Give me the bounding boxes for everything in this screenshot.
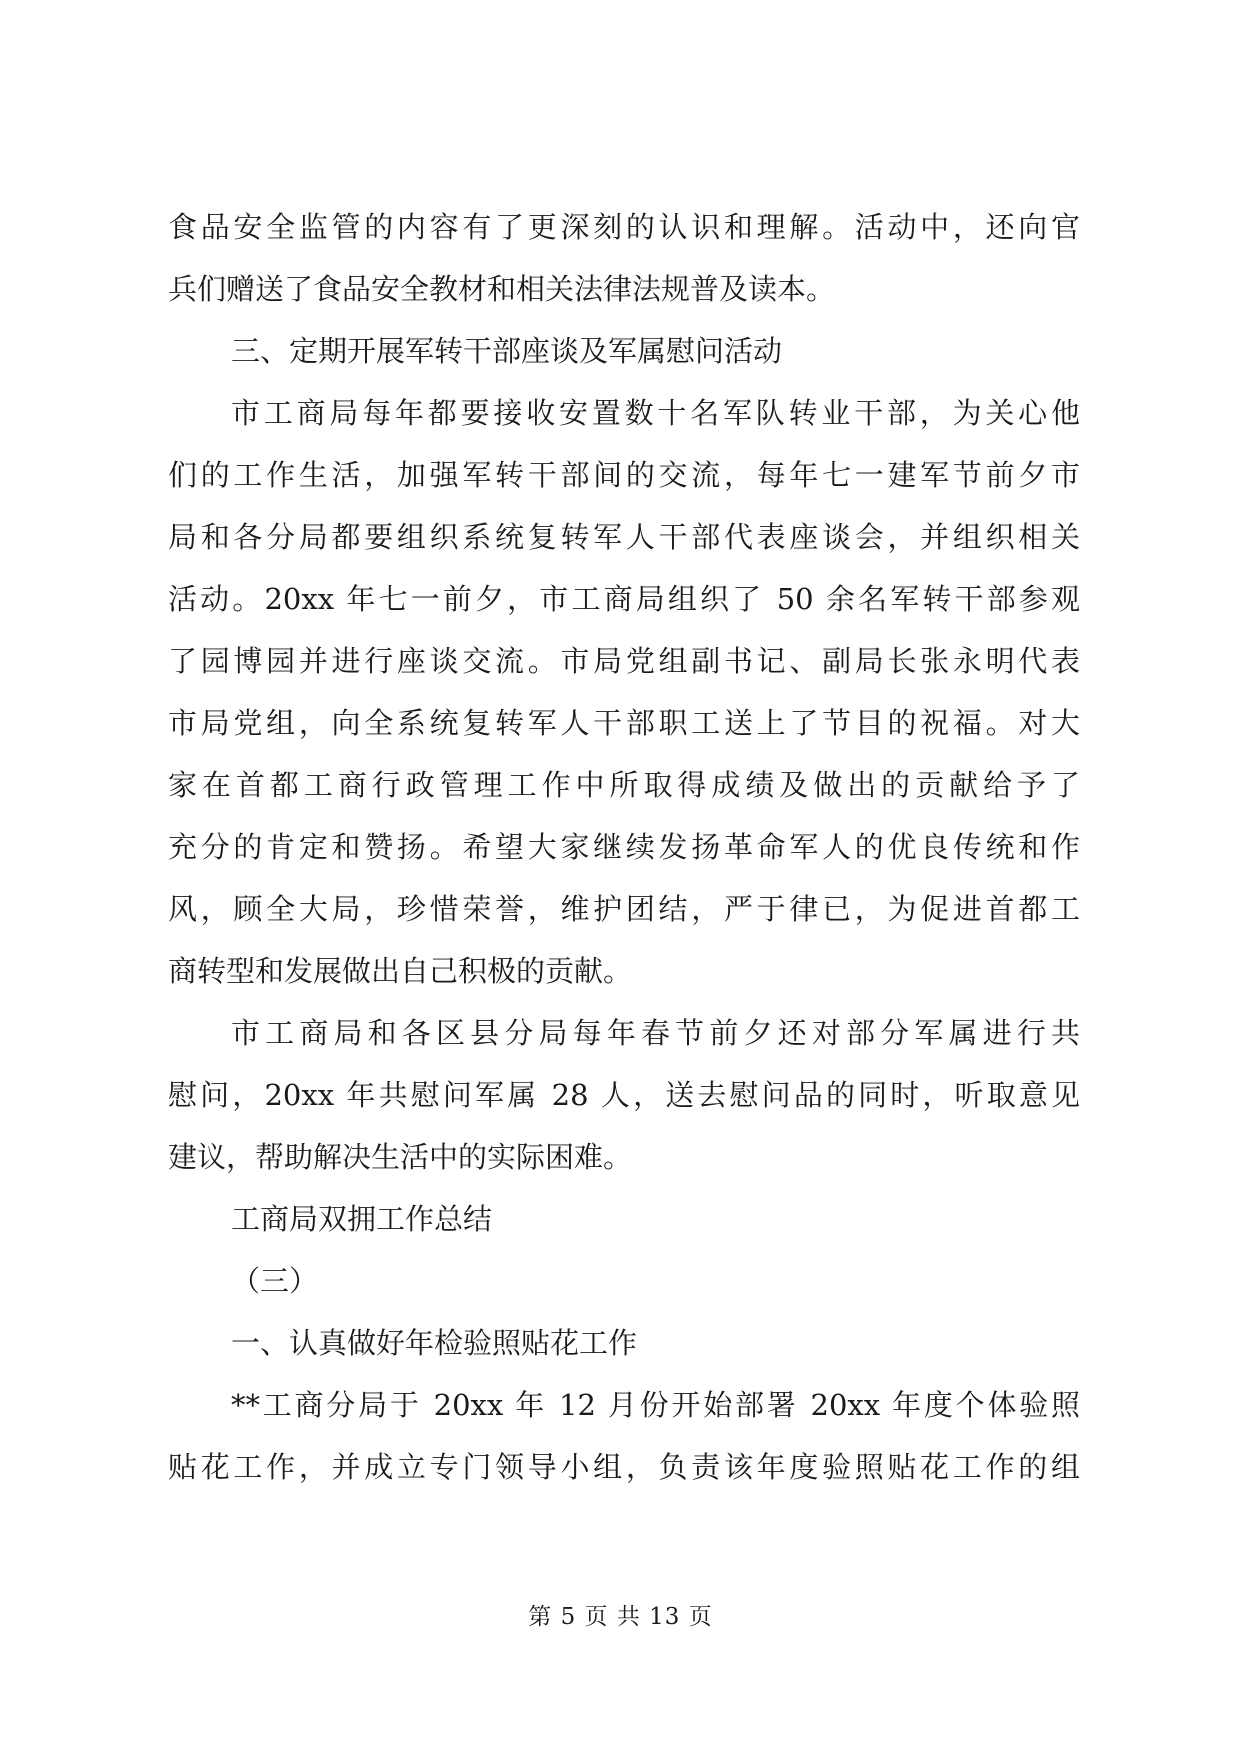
text-line: 慰问，20xx 年共慰问军属 28 人，送去慰问品的同时，听取意见 — [168, 1078, 1080, 1112]
text-line: 食品安全监管的内容有了更深刻的认识和理解。活动中，还向官 — [168, 210, 1080, 244]
text-line: 商转型和发展做出自己积极的贡献。 — [168, 954, 633, 988]
text-line: 建议，帮助解决生活中的实际困难。 — [168, 1140, 633, 1174]
page-number-footer: 第 5 页 共 13 页 — [528, 1604, 713, 1630]
text-line: 家在首都工商行政管理工作中所取得成绩及做出的贡献给予了 — [168, 768, 1080, 802]
text-line: 活动。20xx 年七一前夕，市工商局组织了 50 余名军转干部参观 — [168, 582, 1080, 616]
text-line: 市工商局和各区县分局每年春节前夕还对部分军属进行共 — [231, 1016, 1080, 1050]
part-number: （三） — [231, 1264, 319, 1298]
document-body — [168, 196, 1080, 1498]
section-heading: 一、认真做好年检验照贴花工作 — [231, 1326, 638, 1360]
text-line: 市局党组，向全系统复转军人干部职工送上了节目的祝福。对大 — [168, 706, 1080, 740]
text-line: **工商分局于 20xx 年 12 月份开始部署 20xx 年度个体验照 — [231, 1388, 1080, 1422]
text-line: 充分的肯定和赞扬。希望大家继续发扬革命军人的优良传统和作 — [168, 830, 1080, 864]
text-line: 局和各分局都要组织系统复转军人干部代表座谈会，并组织相关 — [168, 520, 1080, 554]
text-line: 贴花工作，并成立专门领导小组，负责该年度验照贴花工作的组 — [168, 1450, 1080, 1484]
text-line: 兵们赠送了食品安全教材和相关法律法规普及读本。 — [168, 272, 836, 306]
text-line: 了园博园并进行座谈交流。市局党组副书记、副局长张永明代表 — [168, 644, 1080, 678]
section-heading: 三、定期开展军转干部座谈及军属慰问活动 — [231, 334, 783, 368]
text-line: 们的工作生活，加强军转干部间的交流，每年七一建军节前夕市 — [168, 458, 1080, 492]
text-line: 风，顾全大局，珍惜荣誉，维护团结，严于律已，为促进首都工 — [168, 892, 1080, 926]
text-line: 市工商局每年都要接收安置数十名军队转业干部，为关心他 — [231, 396, 1080, 430]
document-subtitle: 工商局双拥工作总结 — [231, 1202, 493, 1236]
